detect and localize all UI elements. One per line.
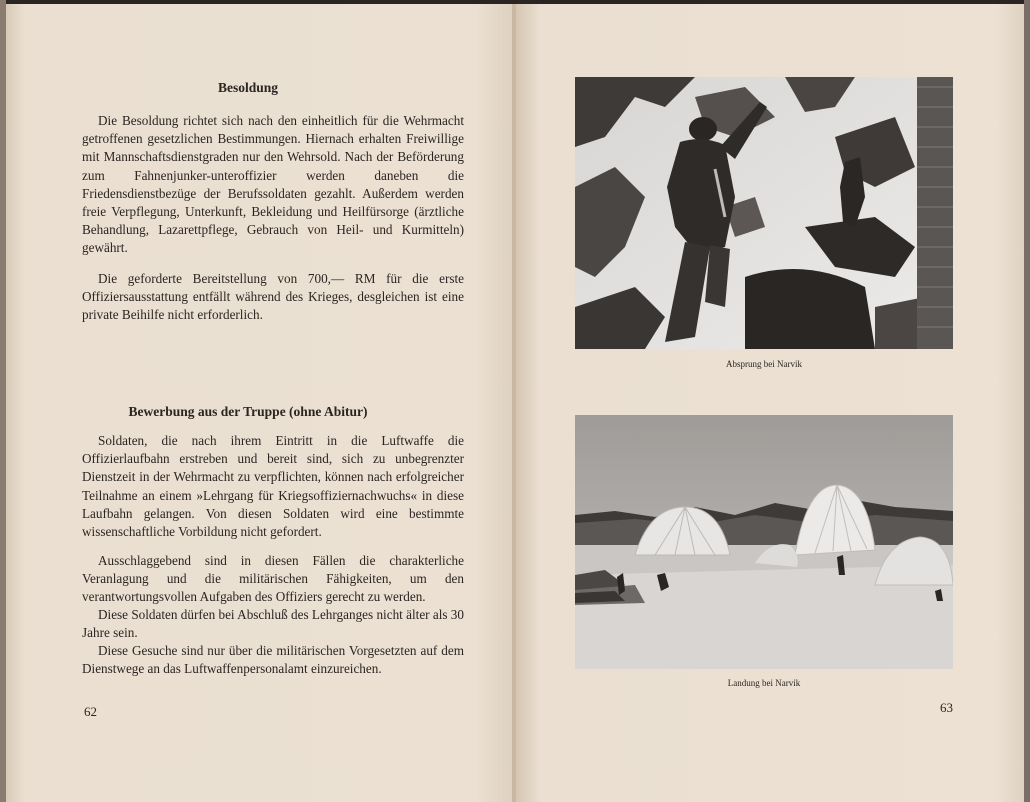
- page-number-right: 63: [940, 700, 953, 715]
- paragraph-bewerbung-4: Diese Gesuche sind nur über die militärischen Vorgesetzten auf dem Dienstwege an das Luftwaffenpersonalamt einzureichen.: [82, 643, 464, 677]
- paragraph-bewerbung-1: Soldaten, die nach ihrem Eintritt in die Luftwaffe die Offizierlaufbahn erstreben und bereit sind, sich zu unbegrenzter Dienstzeit in der Wehrmacht zu verpflichten, können nach erfolgreicher Teilnahme an einem »Lehrgang für Kriegsoffiziernachwuchs« in diese Laufbahn gelangen. Von diesen Soldaten wird eine bestimmte wissenschaftliche Vorbildung nicht gefordert.: [82, 433, 464, 540]
- photo-absprung-image: [575, 77, 953, 349]
- paragraph-bewerbung-2: Ausschlaggebend sind in diesen Fällen die charakterliche Veranlagung und die militärischen Fähigkeiten, um den verantwortungsvollen Aufgaben des Offiziers gerecht zu werden.: [82, 553, 464, 605]
- page-number-left: 62: [84, 704, 97, 719]
- paragraph-bewerbung-3: Diese Soldaten dürfen bei Abschluß des Lehrganges nicht älter als 30 Jahre sein.: [82, 607, 464, 641]
- photo-landung: [575, 415, 953, 669]
- heading-besoldung: Besoldung: [217, 80, 279, 95]
- caption-landung: Landung bei Narvik: [727, 678, 801, 688]
- heading-bewerbung: Bewerbung aus der Truppe (ohne Abitur): [128, 404, 368, 419]
- left-page: [6, 4, 514, 802]
- paragraph-besoldung-2: Die geforderte Bereitstellung von 700,— RM für die erste Offiziersausstattung entfällt während des Krieges, desgleichen ist eine private Beihilfe nicht erforderlich.: [82, 271, 464, 323]
- right-page: [516, 4, 1024, 802]
- photo-landung-image: [575, 415, 953, 669]
- photo-absprung: [575, 77, 953, 349]
- book-edge-right: [1024, 0, 1030, 802]
- caption-absprung: Absprung bei Narvik: [726, 359, 802, 369]
- paragraph-besoldung-1: Die Besoldung richtet sich nach den einheitlich für die Wehrmacht getroffenen gesetzlichen Bestimmungen. Hiernach erhalten Freiwillige mit Mannschaftsdienstgraden nur den Wehrsold. Nach der Beförderung zum Fahnenjunker-unteroffizier werden daneben die Friedensdienstbezüge der Berufssoldaten gezahlt. Außerdem werden freie Verpflegung, Unterkunft, Bekleidung und Heilfürsorge (ärztliche Behandlung, Lazarettpflege, Gebrauch von Heil- und Kurmitteln) gewährt.: [82, 113, 464, 256]
